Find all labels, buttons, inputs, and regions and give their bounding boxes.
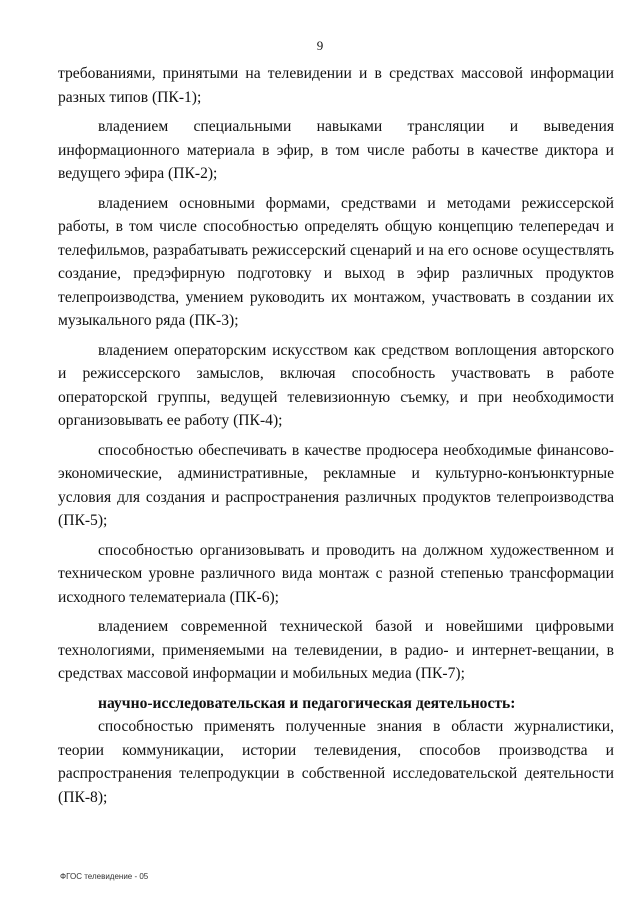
page-number: 9 bbox=[316, 38, 324, 53]
paragraph-pk5: способностью обеспечивать в качестве продюсера необходимые финансово-экономические, административные, рекламные и культурно-конъюнктурные условия для создания и распространения различных продуктов телепроизводства (ПК-5); bbox=[58, 441, 614, 529]
page-footer: ФГОС телевидение - 05 bbox=[60, 872, 149, 881]
paragraph-pk2: владением специальными навыками трансляции и выведения информационного материала в эфир, в том числе работы в качестве диктора и ведущего эфира (ПК-2); bbox=[58, 118, 614, 182]
paragraph-pk8: способностью применять полученные знания в области журналистики, теории коммуникации, истории телевидения, способов производства и распространения телепродукции в собственной исследовательской деятельности (ПК-8); bbox=[58, 718, 614, 806]
paragraph-pk1-continuation: требованиями, принятыми на телевидении и в средствах массовой информации разных типов (ПК-1); bbox=[58, 65, 614, 106]
paragraph-pk4: владением операторским искусством как средством воплощения авторского и режиссерского замыслов, включая способность участвовать в работе операторской группы, ведущей телевизионную съемку, и при необходимости организовывать ее работу (ПК-4); bbox=[58, 341, 614, 429]
paragraph-pk3: владением основными формами, средствами и методами режиссерской работы, в том числе способностью определять общую концепцию телепередач и телефильмов, разрабатывать режиссерский сценарий и на его основе осуществлять создание, предэфирную подготовку и выход в эфир различных продуктов телепроизводства, умением руководить их монтажом, участвовать в создании их музыкального ряда (ПК-3); bbox=[58, 194, 614, 329]
document-body bbox=[58, 62, 614, 809]
paragraph-pk7: владением современной технической базой и новейшими цифровыми технологиями, применяемыми на телевидении, в радио- и интернет-вещании, в средствах массовой информации и мобильных медиа (ПК-7); bbox=[58, 618, 614, 682]
section-heading: научно-исследовательская и педагогическая деятельность: bbox=[98, 694, 516, 712]
paragraph-pk6: способностью организовывать и проводить на должном художественном и техническом уровне различного вида монтаж с разной степенью трансформации исходного телематериала (ПК-6); bbox=[58, 541, 614, 606]
